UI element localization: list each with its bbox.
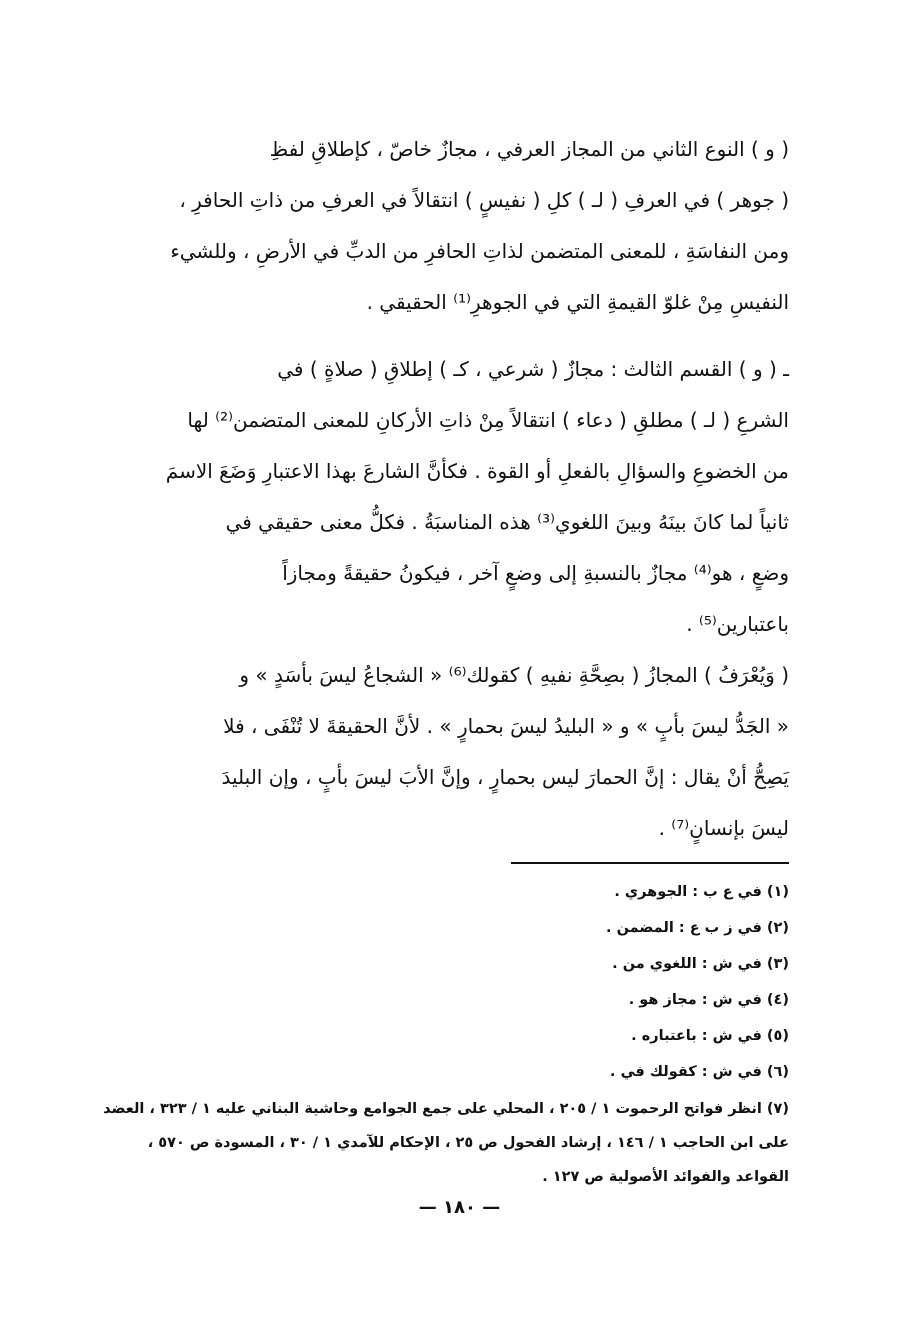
footnote-separator — [511, 862, 789, 864]
text-line: ثانياً لما كانَ بينَهُ وبينَ اللغوي⁽³⁾ هذه المناسبَةُ . فكلُّ معنى حقيقي في — [225, 510, 789, 534]
text-line: النفيسِ مِنْ غلوّ القيمةِ التي في الجوهرِ⁽¹⁾ الحقيقي . — [366, 290, 789, 314]
footnote-5: (٥) في ش : باعتباره . — [631, 1028, 789, 1044]
text-line: من الخضوعِ والسؤالِ بالفعلِ أو القوة . فكأنَّ الشارعَ بهذا الاعتبارِ وَضَعَ الاسمَ — [165, 459, 789, 483]
footnote-4: (٤) في ش : مجاز هو . — [628, 992, 789, 1008]
footnote-7-line: القواعد والفوائد الأصولية ص ١٢٧ . — [542, 1169, 789, 1185]
paragraph-1 — [109, 124, 789, 328]
text-line: ومن النفاسَةِ ، للمعنى المتضمن لذاتِ الحافرِ من الدبِّ في الأرضِ ، وللشيء — [170, 239, 789, 263]
footnote-7-line: على ابن الحاجب ١ / ١٤٦ ، إرشاد الفحول ص ٢٥ ، الإحكام للآمدي ١ / ٣٠ ، المسودة ص ٥٧٠ ، — [147, 1135, 789, 1151]
paragraph-2 — [109, 344, 789, 650]
text-line: وضعٍ ، هو⁽⁴⁾ مجازٌ بالنسبةِ إلى وضعٍ آخر ، فيكونُ حقيقةً ومجازاً — [282, 561, 789, 585]
text-line: ـ ( و ) القسم الثالث : مجازٌ ( شرعي ، كـ ) إطلاقِ ( صلاةٍ ) في — [277, 357, 789, 381]
text-line: يَصِحُّ أنْ يقال : إنَّ الحمارَ ليس بحمارٍ ، وإنَّ الأبَ ليسَ بأبٍ ، وإن البليدَ — [221, 765, 789, 789]
text-line: الشرعِ ( لـ ) مطلقِ ( دعاء ) انتقالاً مِنْ ذاتِ الأركانِ للمعنى المتضمن⁽²⁾ لها — [187, 408, 789, 432]
footnote-3: (٣) في ش : اللغوي من . — [612, 956, 789, 972]
page-number: — ١٨٠ — — [418, 1197, 501, 1218]
footnote-7 — [103, 1092, 789, 1194]
footnote-1: (١) في ع ب : الجوهري . — [614, 884, 789, 900]
paragraph-3 — [109, 650, 789, 854]
text-line: باعتبارين⁽⁵⁾ . — [686, 612, 789, 636]
text-line: ( وَيُعْرَفُ ) المجازُ ( بصِحَّةِ نفيهِ ) كقولك⁽⁶⁾ « الشجاعُ ليسَ بأسَدٍ » و — [239, 663, 789, 687]
footnotes — [109, 874, 789, 1090]
footnote-6: (٦) في ش : كقولك في . — [610, 1064, 789, 1080]
text-line: « الجَدُّ ليسَ بأبٍ » و « البليدُ ليسَ بحمارٍ » . لأنَّ الحقيقةَ لا تُنْفَى ، فلا — [223, 714, 789, 738]
text-line: ( جوهر ) في العرفِ ( لـ ) كلِ ( نفيسٍ ) انتقالاً في العرفِ من ذاتِ الحافرِ ، — [179, 188, 789, 212]
text-line: ( و ) النوع الثاني من المجاز العرفي ، مجازٌ خاصّ ، كإطلاقِ لفظِ — [269, 137, 789, 161]
footnote-7-line: (٧) انظر فواتح الرحموت ١ / ٢٠٥ ، المحلي على جمع الجوامع وحاشية البناني عليه ١ / ٣٢٣ ، العضد — [103, 1101, 789, 1117]
text-line: ليسَ بإنسانٍ⁽⁷⁾ . — [658, 816, 789, 840]
footnote-2: (٢) في ز ب ع : المضمن . — [606, 920, 789, 936]
